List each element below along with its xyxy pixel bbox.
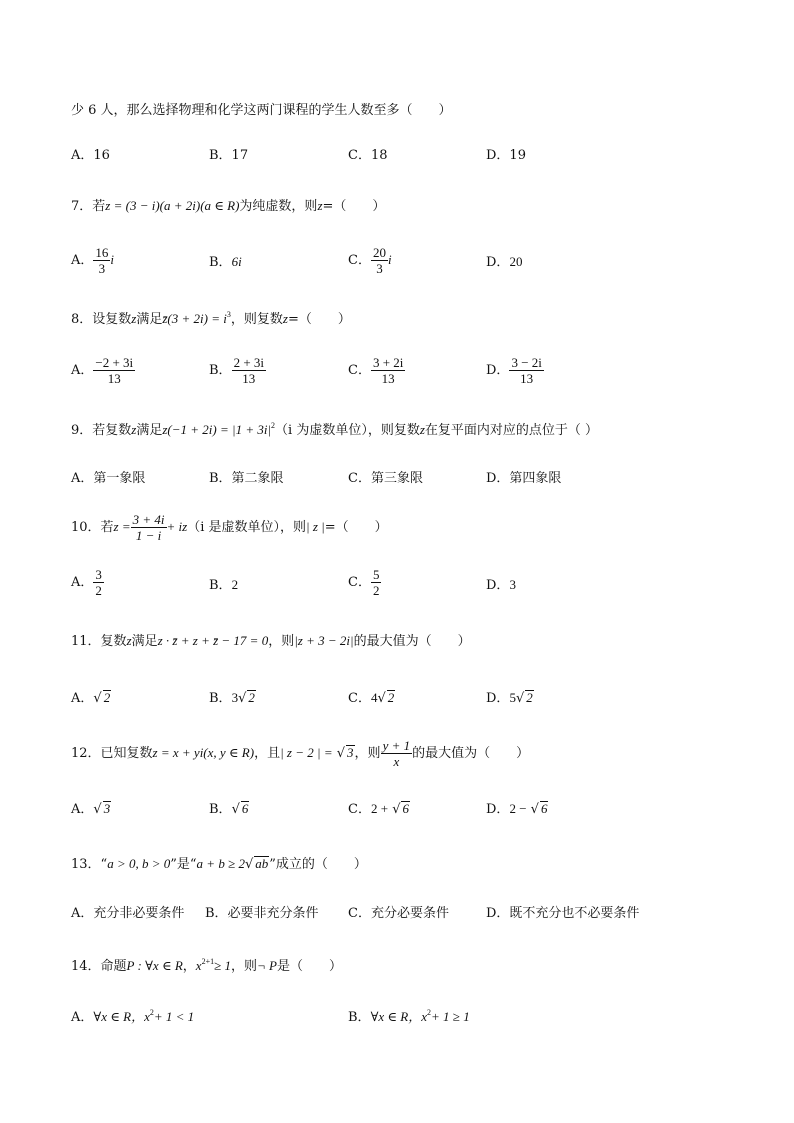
q12-option-c: C．2 + √ 6 <box>348 801 409 817</box>
q7-option-b: B．6i <box>209 254 242 270</box>
q10-option-c: C． $\frac{5}{2}$ <box>348 567 380 598</box>
q9-option-d: D．第四象限 <box>486 471 562 486</box>
q10-option-d: D．3 <box>486 577 516 593</box>
q13-stem: 13．“a > 0, b > 0”是“a + b ≥ 2√ ab”成立的（ ） <box>71 856 367 872</box>
q8-option-a: A． $\frac{-2 + 3i}{13}$ <box>71 355 134 386</box>
q8-option-d: D． $\frac{3 - 2i}{13}$ <box>486 355 542 386</box>
q11-expression: z · z̄ + z + z̄ − 17 = 0 <box>157 633 269 648</box>
q8-expression: z̄(3 + 2i) = i <box>162 311 227 326</box>
q14-stem: 14．命题P : ∀x ∈ R，$x^{2+1}\ge 1$，则¬ P是（ ） <box>71 957 342 974</box>
q6-option-b: B．17 <box>209 148 249 163</box>
q13-option-b: B．必要非充分条件 <box>205 906 319 921</box>
q9-stem: 9．若复数z满足$z(-1 + 2i) = |1 + 3i|^2(i$ 为虚数单位），则复数z在复平面内对应的点位于（ ） <box>71 421 599 438</box>
q12-option-a: A．√ 3 <box>71 801 111 817</box>
q11-stem: 11．复数z满足z · z̄ + z + z̄ − 17 = 0，则|z + 3 − 2i|的最大值为（ ） <box>71 633 471 649</box>
q11-option-d: D．5√ 2 <box>486 690 533 706</box>
q13-option-d: D．既不充分也不必要条件 <box>486 906 640 921</box>
q9-option-a: A．第一象限 <box>71 471 146 486</box>
q13-option-c: C．充分必要条件 <box>348 906 449 921</box>
q12-option-b: B．√ 6 <box>209 801 249 817</box>
q6-option-a: A．16 <box>71 148 110 163</box>
q14-option-a: A．∀x ∈ R，$x^2+ 1 < 1$ <box>71 1008 195 1025</box>
q8-option-c: C． $\frac{3 + 2i}{13}$ <box>348 355 404 386</box>
q11-option-b: B．3√ 2 <box>209 690 255 706</box>
q12-option-d: D．2 − √ 6 <box>486 801 548 817</box>
q14-option-b: B．∀x ∈ R，$x^2+ 1 \ge 1$ <box>348 1008 470 1025</box>
q11-option-c: C．4√ 2 <box>348 690 395 706</box>
q8-stem: 8．设复数z满足z̄(3 + $2i) = i^3$，则复数z=（ ） <box>71 310 351 327</box>
q9-expression: z(−1 + 2i) = |1 + 3i| <box>162 422 272 437</box>
q13-option-a: A．充分非必要条件 <box>71 906 185 921</box>
q7-stem: 7．若z = (3 − i)(a + 2i)(a ∈ R)为纯虚数，则z=（ ） <box>71 198 386 214</box>
q6-option-d: D．19 <box>486 148 526 163</box>
q10-option-a: A． $\frac{3}{2}$ <box>71 567 102 598</box>
q7-option-c: C． $\frac{20}{3}$ i <box>348 245 392 276</box>
q7-option-d: D．20 <box>486 254 523 270</box>
q12-expression: z = x + yi(x, y ∈ R) <box>152 745 255 760</box>
q10-stem: 10．若z = $\frac{3 + 4i}{1 - i}$ + iz（i 是虚数单位），则| z |=（ ） <box>71 512 388 543</box>
q9-option-b: B．第二象限 <box>209 471 284 486</box>
q6-option-c: C．18 <box>348 148 388 163</box>
q12-stem: 12．已知复数z = x + yi(x, y ∈ R)，且| z − 2 | = √ 3，则 $\frac{y + 1}{x}$ 的最大值为（ ） <box>71 738 530 769</box>
q6-stem: 少 6 人，那么选择物理和化学这两门课程的学生人数至多（ ） <box>71 103 452 118</box>
q9-option-c: C．第三象限 <box>348 471 423 486</box>
q7-expression: z = (3 − i)(a + 2i)(a ∈ R) <box>105 198 240 213</box>
q8-option-b: B． $\frac{2 + 3i}{13}$ <box>209 355 265 386</box>
q10-option-b: B．2 <box>209 577 239 593</box>
q7-option-a: A． $\frac{16}{3}$ i <box>71 245 115 276</box>
q11-option-a: A．√ 2 <box>71 690 111 706</box>
